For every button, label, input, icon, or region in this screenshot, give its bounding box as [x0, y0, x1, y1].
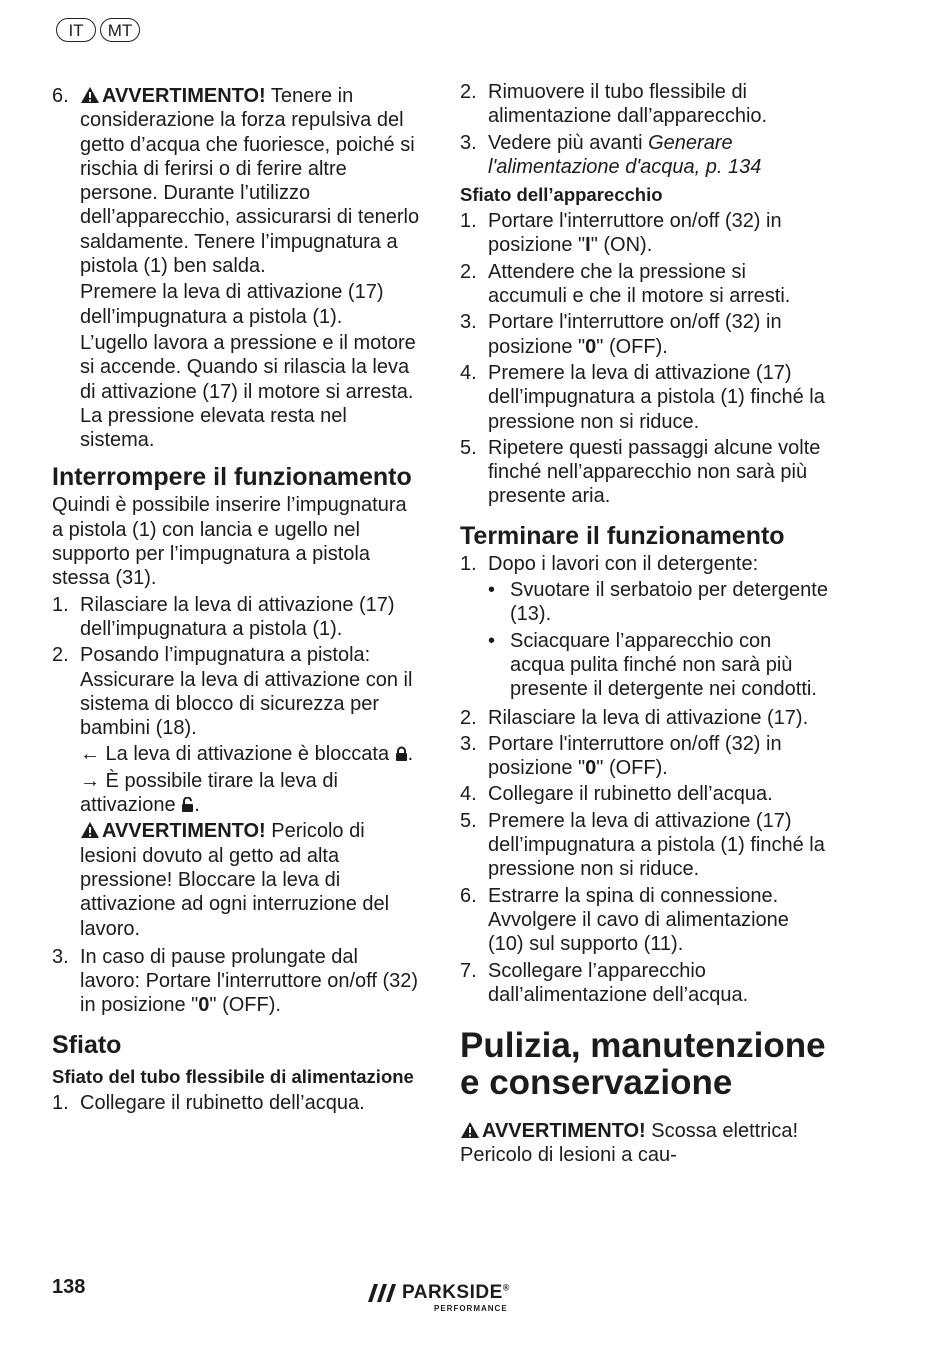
position-value: 0 — [585, 335, 597, 358]
list-number: 2. — [460, 706, 477, 729]
list-body: Collegare il rubinetto dell’acqua. — [488, 783, 773, 806]
warning-triangle-icon — [80, 86, 100, 104]
registered-mark: ® — [502, 1282, 510, 1293]
paragraph-text: Tenere in considerazione la forza repulsiva del getto d’acqua che fuoriesce, poiché si rischia di ferirsi o di ferire altre persone. Durante l’utilizzo dell’apparecchio, assicurarsi di tenerlo saldamente. Tenere l’impugnatura a pistola (1) ben salda. — [80, 85, 420, 278]
list-item — [52, 643, 420, 943]
list-number: 5. — [460, 436, 477, 459]
list-item — [460, 782, 830, 806]
paragraph: → È possibile tirare la leva di attivazione . — [80, 769, 338, 817]
lock-open-icon — [181, 797, 194, 813]
list-body — [488, 310, 830, 359]
list-number: 1. — [460, 210, 477, 233]
subsection-heading: Sfiato dell’apparecchio — [460, 184, 663, 206]
list-item — [460, 809, 830, 882]
list-item — [460, 959, 830, 1008]
text-part: Vedere più avanti — [488, 131, 649, 154]
paragraph: Premere la leva di attivazione (17) dell’impugnatura a pistola (1). — [80, 281, 384, 328]
bullet-icon: • — [488, 579, 496, 602]
list-body: Rilasciare la leva di attivazione (17). — [488, 706, 809, 729]
paragraph — [80, 84, 420, 278]
list-item — [460, 732, 830, 781]
position-value: 0 — [585, 757, 597, 780]
language-tabs — [56, 18, 140, 42]
warning-triangle-icon — [460, 1121, 480, 1139]
list-number: 3. — [460, 311, 477, 334]
list-item — [460, 260, 830, 309]
paragraph: Quindi è possibile inserire l’impugnatura a pistola (1) con lancia e ugello nel supporto per l’impugnatura a pistola stessa (31). — [52, 494, 407, 590]
list-number: 2. — [52, 644, 69, 667]
arrow-text: → È possibile tirare la leva di attivazione — [80, 769, 338, 817]
lang-badge-it: IT — [56, 18, 96, 42]
warning-triangle-icon — [80, 821, 100, 839]
paragraph: Dopo i lavori con il detergente: — [488, 552, 759, 575]
list-body — [488, 209, 830, 258]
list-body: Premere la leva di attivazione (17) dell’impugnatura a pistola (1) finché la pressione non si riduce. — [488, 809, 825, 881]
text-part: In caso di pause prolungate dal lavoro: Portare l'interruttore on/off (32) in posizione " — [80, 945, 419, 1017]
list-number: 7. — [460, 959, 477, 982]
warning-label: AVVERTIMENTO! — [102, 85, 266, 107]
list-item — [460, 131, 830, 180]
lang-badge-mt: MT — [100, 18, 140, 42]
position-value: I — [585, 234, 591, 257]
bullet-item — [488, 629, 830, 702]
text-part: " (OFF). — [596, 757, 668, 780]
lock-closed-icon — [395, 746, 408, 762]
list-number: 2. — [460, 81, 477, 103]
warning-label: AVVERTIMENTO! — [482, 1120, 646, 1143]
list-number: 6. — [460, 884, 477, 907]
bullet-text: Sciacquare l’apparecchio con acqua pulita finché non sarà più presente il detergente nei condotti. — [510, 629, 817, 701]
list-body — [80, 643, 420, 943]
section-heading: Interrompere il funzionamento — [52, 463, 412, 492]
list-item — [52, 1091, 420, 1115]
parkside-logo — [368, 1282, 518, 1316]
cross-reference: Generare l'alimentazione d'acqua, p. 134 — [488, 131, 762, 178]
paragraph: Posando l’impugnatura a pistola: Assicurare la leva di attivazione con il sistema di blocco di sicurezza per bambini (18). — [80, 644, 413, 740]
list-item — [52, 84, 420, 454]
list-item — [460, 209, 830, 258]
list-body: Scollegare l’apparecchio dall’alimentazione dell’acqua. — [488, 959, 749, 1006]
page-number: 138 — [52, 1276, 86, 1298]
list-number: 6. — [52, 85, 69, 107]
subsection-heading: Sfiato del tubo flessibile di alimentazione — [52, 1065, 414, 1087]
bullet-item — [488, 578, 830, 627]
list-number: 2. — [460, 260, 477, 283]
list-body — [488, 552, 830, 704]
warning-label: AVVERTIMENTO! — [102, 820, 266, 843]
bullet-icon: • — [488, 629, 496, 652]
list-body: Estrarre la spina di connessione. Avvolgere il cavo di alimentazione (10) sul supporto (11). — [488, 884, 789, 956]
right-column — [460, 80, 830, 1170]
list-body: Attendere che la pressione si accumuli e che il motore si arresti. — [488, 260, 791, 308]
section-heading: Terminare il funzionamento — [460, 521, 785, 550]
paragraph-text: Pericolo di lesioni dovuto al getto ad alta pressione! Bloccare la leva di attivazione ad ogni interruzione del lavoro. — [80, 820, 390, 940]
list-item — [460, 436, 830, 509]
position-value: 0 — [198, 994, 210, 1017]
list-body: Premere la leva di attivazione (17) dell’impugnatura a pistola (1) finché la pressione non si riduce. — [488, 361, 825, 433]
brand-slashes-icon — [368, 1284, 398, 1302]
brand-name — [402, 1282, 510, 1304]
list-body: Rilasciare la leva di attivazione (17) dell’impugnatura a pistola (1). — [80, 593, 395, 640]
text-part: Portare l'interruttore on/off (32) in posizione " — [488, 311, 782, 358]
text-part: " (OFF). — [596, 335, 668, 358]
list-item — [52, 593, 420, 642]
left-column — [52, 84, 420, 1117]
paragraph-text: Scossa elettrica! Pericolo di lesioni a cau- — [460, 1120, 799, 1167]
list-number: 1. — [52, 1091, 69, 1114]
list-body — [80, 945, 420, 1018]
paragraph — [460, 1119, 830, 1168]
chapter-heading: Pulizia, manutenzione e conservazione — [460, 1026, 826, 1103]
list-item — [460, 884, 830, 957]
list-number: 4. — [460, 361, 477, 384]
list-item — [52, 945, 420, 1018]
section-heading: Sfiato — [52, 1030, 122, 1059]
brand-subtitle: PERFORMANCE — [434, 1304, 508, 1313]
list-body: Collegare il rubinetto dell’acqua. — [80, 1091, 365, 1114]
list-item — [460, 310, 830, 359]
list-body — [488, 131, 830, 180]
paragraph — [80, 819, 420, 940]
text-part: " (OFF). — [209, 994, 281, 1017]
list-number: 3. — [52, 945, 69, 968]
paragraph: ← La leva di attivazione è bloccata . — [80, 743, 414, 766]
bullet-text: Svuotare il serbatoio per detergente (13). — [510, 579, 828, 626]
list-body: Rimuovere il tubo flessibile di alimentazione dall’apparecchio. — [488, 81, 768, 128]
list-number: 1. — [52, 593, 69, 616]
list-item — [460, 552, 830, 704]
list-number: 3. — [460, 732, 477, 755]
brand-name-text: PARKSIDE — [402, 1282, 503, 1303]
arrow-text: ← La leva di attivazione è bloccata — [80, 743, 390, 766]
list-number: 3. — [460, 131, 477, 154]
list-number: 1. — [460, 552, 477, 575]
list-item — [460, 361, 830, 434]
list-body — [488, 732, 830, 781]
list-number: 4. — [460, 783, 477, 806]
list-item — [460, 80, 830, 129]
list-body — [80, 84, 420, 454]
text-part: Portare l'interruttore on/off (32) in posizione " — [488, 210, 782, 257]
text-part: " (ON). — [590, 234, 653, 257]
list-body: Ripetere questi passaggi alcune volte finché nell’apparecchio non sarà più presente aria. — [488, 436, 821, 508]
paragraph: L’ugello lavora a pressione e il motore si accende. Quando si rilascia la leva di attivazione (17) il motore si arresta. La pressione elevata resta nel sistema. — [80, 331, 416, 452]
list-number: 5. — [460, 809, 477, 832]
text-part: Portare l'interruttore on/off (32) in posizione " — [488, 732, 782, 780]
list-item — [460, 706, 830, 730]
